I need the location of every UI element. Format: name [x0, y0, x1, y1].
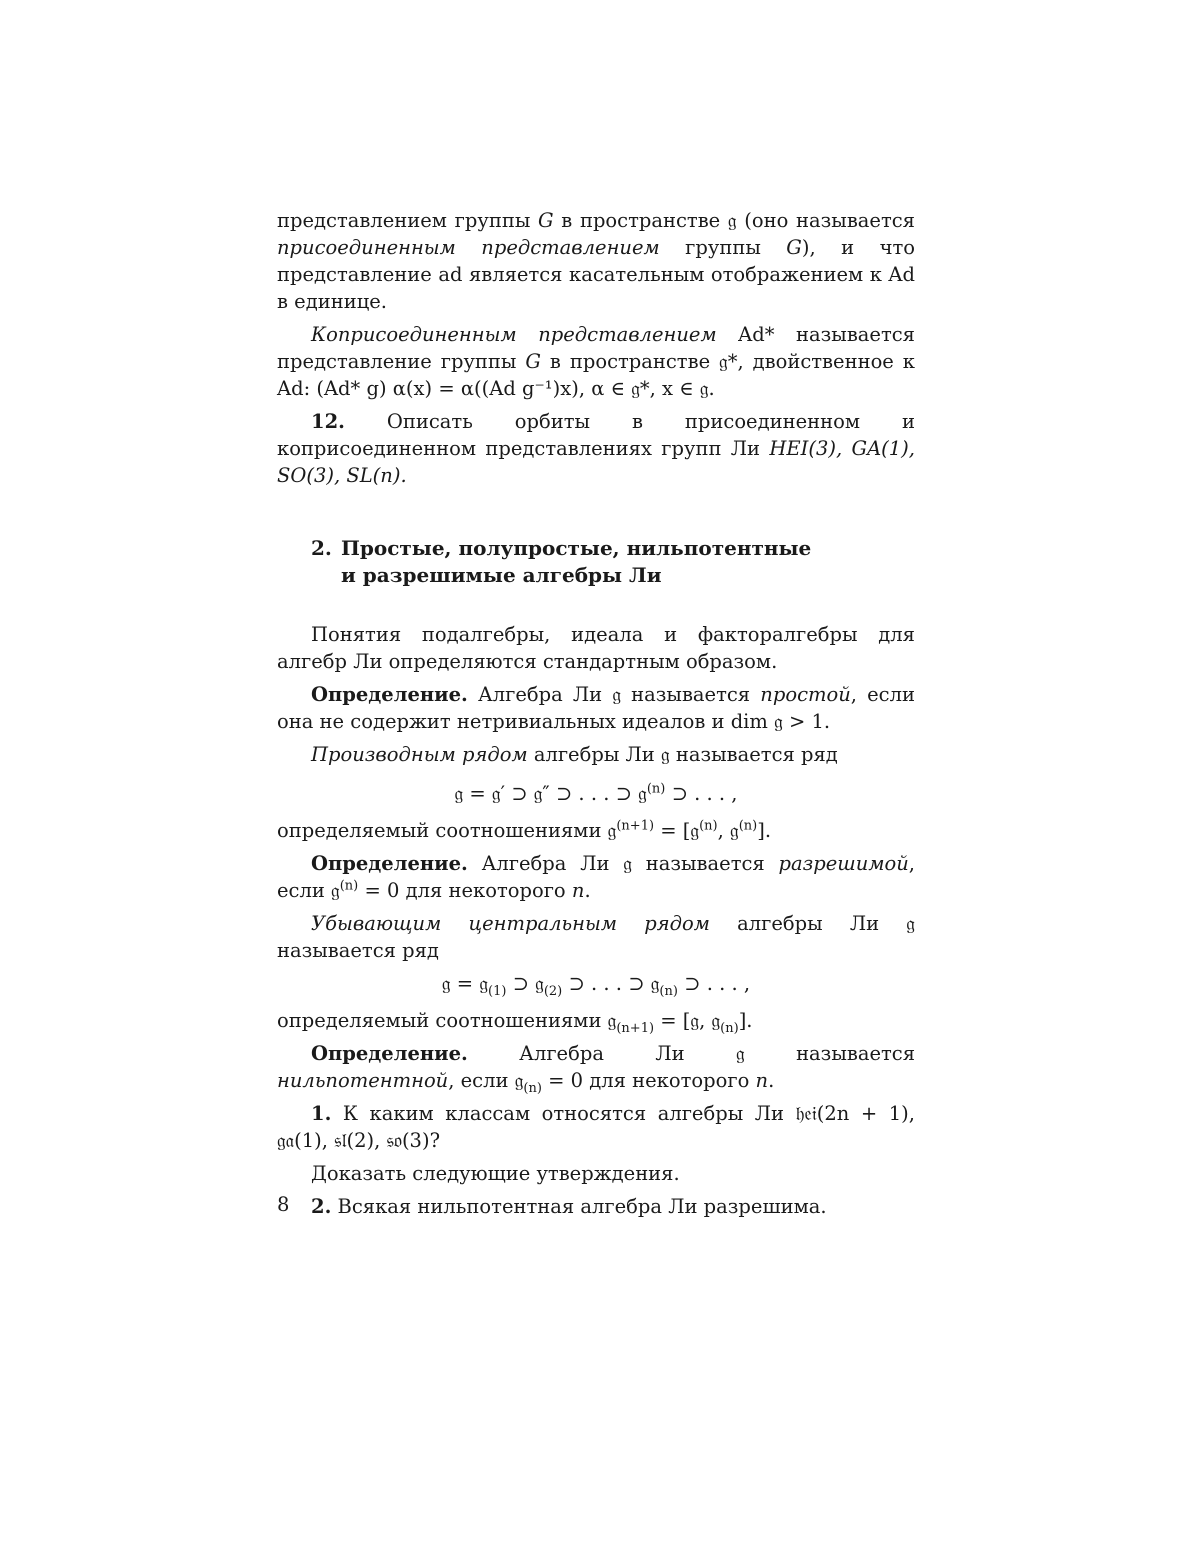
page-number: 8 — [277, 1193, 290, 1216]
text: = 0 для некоторого — [358, 879, 572, 902]
text: ), и что представление ad является касательным отображением к Ad в единице. — [277, 236, 916, 313]
term-adjoint: присоединенным представлением — [277, 236, 660, 259]
formula-lower-central-series — [277, 970, 915, 997]
definition-nilpotent — [277, 1040, 915, 1094]
text: в пространстве — [553, 209, 728, 232]
text: группы — [659, 236, 787, 259]
subscript: (n) — [720, 1020, 739, 1036]
text: ]. — [757, 819, 772, 842]
math-g: 𝔤 — [727, 209, 737, 232]
subscript: (1) — [488, 983, 507, 999]
exercise-12 — [277, 408, 915, 489]
text: . — [768, 1069, 775, 1092]
subscript: (n) — [659, 983, 678, 999]
superscript: (n) — [339, 878, 359, 894]
superscript: (n) — [738, 818, 758, 834]
page-body — [277, 207, 915, 1226]
text: в пространстве 𝔤*, двойственное к Ad: — [277, 350, 915, 400]
term-lower-central-series: Убывающим центральным рядом — [311, 912, 710, 935]
math-G: G — [538, 209, 554, 232]
text: определяемый соотношениями 𝔤 — [277, 819, 617, 842]
term-solvable: разрешимой — [778, 852, 909, 875]
text: 𝔤 = 𝔤 — [441, 972, 488, 995]
text: ⊃ 𝔤 — [506, 972, 544, 995]
subscript: (n) — [523, 1080, 542, 1096]
math-G: G — [525, 350, 541, 373]
math-n: n — [755, 1069, 769, 1092]
paragraph-adjoint — [277, 207, 915, 315]
paragraph-lower-central-series — [277, 910, 915, 964]
text: определяемый соотношениями 𝔤 — [277, 1009, 617, 1032]
text: (оно называется — [736, 209, 915, 232]
term-nilpotent: нильпотентной — [277, 1069, 449, 1092]
text: ⊃ . . . , — [677, 972, 751, 995]
exercise-number: 12. — [311, 410, 345, 433]
definition-label: Определение. — [311, 1042, 468, 1065]
section-title-line2: и разрешимые алгебры Ли — [341, 563, 662, 587]
exercise-number: 2. — [311, 1195, 332, 1218]
paragraph-central-relation — [277, 1007, 915, 1034]
text: Ad* называется представление группы — [277, 323, 915, 373]
term-coadjoint: Коприсоединенным представлением — [311, 323, 717, 346]
definition-label: Определение. — [311, 852, 468, 875]
paragraph-derived-series — [277, 741, 915, 768]
math-groups: HEI(3), GA(1), SO(3), SL(n). — [277, 437, 915, 487]
math-n: n — [571, 879, 585, 902]
paragraph-derived-relation — [277, 817, 915, 844]
section-title-line1: Простые, полупростые, нильпотентные — [341, 536, 812, 560]
paragraph-prove: Доказать следующие утверждения. — [311, 1162, 680, 1185]
text: Алгебра Ли 𝔤 называется — [467, 1042, 915, 1065]
superscript: (n) — [646, 781, 666, 797]
text: К каким классам относятся алгебры Ли 𝔥𝔢𝔦(2n + 1), 𝔤𝔞(1), 𝔰𝔩(2), 𝔰𝔬(3)? — [277, 1102, 915, 1152]
text: 𝔤 = 𝔤′ ⊃ 𝔤″ ⊃ . . . ⊃ 𝔤 — [454, 782, 647, 805]
superscript: (n) — [699, 818, 718, 834]
section-number: 2. — [311, 536, 332, 560]
text: представлением группы — [277, 209, 539, 232]
section-heading — [311, 535, 915, 589]
text: = 0 для некоторого — [541, 1069, 756, 1092]
term-derived-series: Производным рядом — [311, 743, 528, 766]
definition-solvable — [277, 850, 915, 904]
paragraph-concepts: Понятия подалгебры, идеала и факторалгебры для алгебр Ли определяются стандартным образом. — [277, 623, 915, 673]
definition-simple — [277, 681, 915, 735]
text: алгебры Ли 𝔤 называется ряд — [527, 743, 838, 766]
exercise-number: 1. — [311, 1102, 332, 1125]
text: алгебры Ли 𝔤 называется ряд — [277, 912, 915, 962]
text: , если она не содержит нетривиальных идеалов и dim 𝔤 > 1. — [277, 683, 915, 733]
math-G: G — [786, 236, 802, 259]
exercise-2 — [277, 1193, 915, 1220]
exercise-1 — [277, 1100, 915, 1154]
text: Описать орбиты в присоединенном и коприсоединенном представлениях групп Ли — [277, 410, 915, 460]
text: , 𝔤 — [717, 819, 739, 842]
paragraph-coadjoint — [277, 321, 915, 402]
text: ⊃ . . . ⊃ 𝔤 — [562, 972, 660, 995]
subscript: (n+1) — [616, 1020, 655, 1036]
text: Всякая нильпотентная алгебра Ли разрешима. — [331, 1195, 827, 1218]
text: ]. — [738, 1009, 753, 1032]
superscript: (n+1) — [616, 818, 655, 834]
text: . — [584, 879, 591, 902]
text: ⊃ . . . , — [665, 782, 738, 805]
formula-derived-series — [277, 780, 915, 807]
text: = [𝔤 — [654, 819, 700, 842]
subscript: (2) — [543, 983, 563, 999]
text: Алгебра Ли 𝔤 называется — [467, 852, 779, 875]
text: Алгебра Ли 𝔤 называется — [467, 683, 761, 706]
text: = [𝔤, 𝔤 — [654, 1009, 721, 1032]
formula-coadjoint: (Ad* g) α(x) = α((Ad g⁻¹)x), α ∈ 𝔤*, x ∈ 𝔤. — [316, 377, 715, 400]
definition-label: Определение. — [311, 683, 468, 706]
text: , если 𝔤 — [277, 852, 915, 902]
term-simple: простой — [760, 683, 851, 706]
text: , если 𝔤 — [448, 1069, 524, 1092]
